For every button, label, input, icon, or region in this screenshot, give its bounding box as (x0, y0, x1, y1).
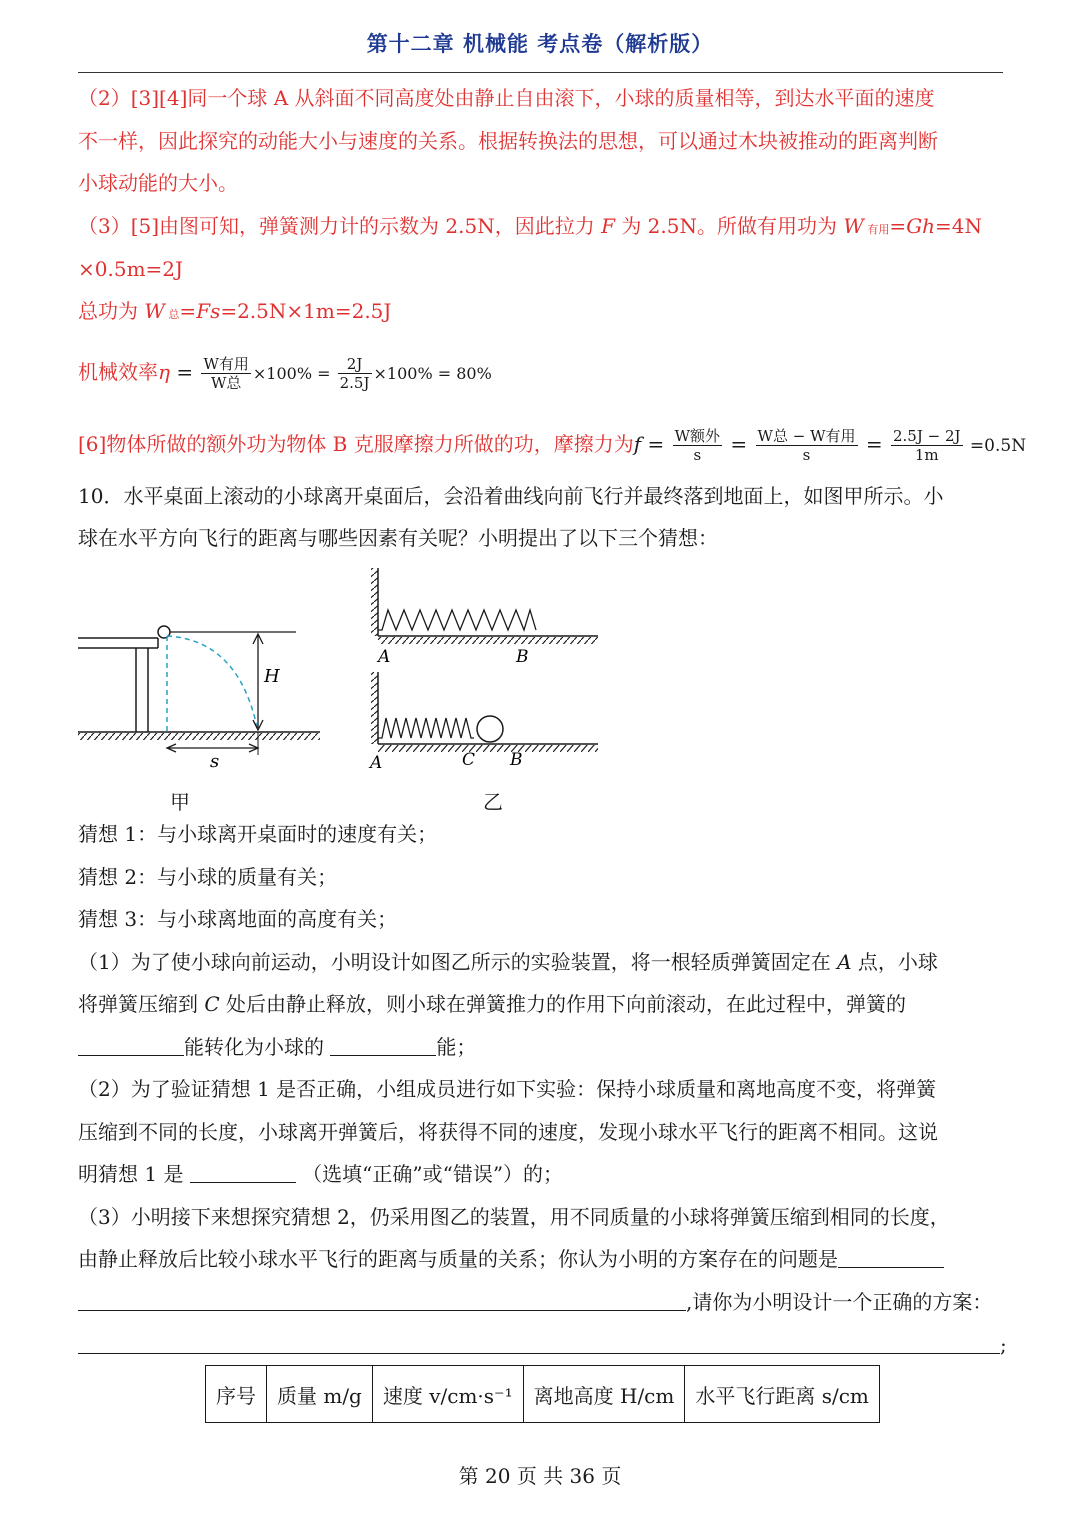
answer-blank-1[interactable] (78, 1033, 184, 1056)
subq-1-line3: 能转化为小球的 能； (78, 1033, 476, 1061)
label-C: C (462, 750, 476, 770)
subq-3-line3: ,请你为小明设计一个正确的方案： (78, 1288, 992, 1316)
table-header-cell: 水平飞行距离 s/cm (685, 1366, 880, 1423)
answer-blank-4[interactable] (838, 1245, 944, 1268)
label-s: s (210, 751, 220, 772)
table-header-row (206, 1366, 880, 1423)
answer-blank-2[interactable] (330, 1033, 436, 1056)
label-H: H (264, 666, 280, 687)
subq-1-line1: （1）为了使小球向前运动，小明设计如图乙所示的实验装置，将一根轻质弹簧固定在 A 点，小球 (78, 950, 938, 974)
solution-efficiency: 机械效率η = $\frac{\text{W有用}}{\text{W总}}$ ×100% = $\frac{2J}{2.5J}$ ×100% = 80% (78, 355, 492, 392)
label-A-bottom: A (370, 753, 383, 773)
subq-2-line2: 压缩到不同的长度，小球离开弹簧后，将获得不同的速度，发现小球水平飞行的距离不相同。这说 (78, 1120, 938, 1144)
subq-2-line3: 明猜想 1 是 （选填“正确”或“错误”）的； (78, 1162, 564, 1186)
solution-p3-line1: （3）[5]由图可知，弹簧测力计的示数为 2.5N，因此拉力 F 为 2.5N。所做有用功为 W 有用=Gh=4N (78, 214, 983, 238)
figure-jia-caption: 甲 (170, 790, 190, 814)
subq-3-line4: ; (78, 1331, 1007, 1359)
figure-yi-bottom (371, 672, 598, 752)
guess-1: 猜想 1：与小球离开桌面时的速度有关； (78, 822, 438, 846)
figure-jia (78, 626, 320, 755)
experiment-figure (70, 560, 630, 810)
table-header-cell: 速度 v/cm·s⁻¹ (372, 1366, 523, 1423)
table-header-cell: 质量 m/g (267, 1366, 373, 1423)
question-10-line1: 10．水平桌面上滚动的小球离开桌面后，会沿着曲线向前飞行并最终落到地面上，如图甲所示。小 (78, 484, 944, 508)
solution-p3-line2: ×0.5m=2J (78, 257, 184, 281)
solution-p2-line3: 小球动能的大小。 (78, 171, 238, 195)
figure-yi-caption: 乙 (483, 790, 503, 814)
figure-yi-top (371, 568, 598, 644)
solution-p2-line1: （2）[3][4]同一个球 A 从斜面不同高度处由静止自由滚下，小球的质量相等，到达水平面的速度 (78, 86, 935, 110)
table-header-cell: 离地高度 H/cm (523, 1366, 685, 1423)
answer-blank-3[interactable] (190, 1160, 296, 1183)
subq-1-line2: 将弹簧压缩到 C 处后由静止释放，则小球在弹簧推力的作用下向前滚动，在此过程中，弹簧的 (78, 992, 907, 1016)
table-header-cell: 序号 (206, 1366, 267, 1423)
question-10-line2: 球在水平方向飞行的距离与哪些因素有关呢？小明提出了以下三个猜想： (78, 526, 718, 550)
label-A-top: A (378, 647, 391, 667)
guess-3: 猜想 3：与小球离地面的高度有关； (78, 907, 398, 931)
subq-3-line2: 由静止释放后比较小球水平飞行的距离与质量的关系；你认为小明的方案存在的问题是 (78, 1245, 944, 1273)
page-footer: 第 20 页 共 36 页 (458, 1464, 622, 1488)
page-header: 第十二章 机械能 考点卷（解析版） (366, 32, 714, 56)
label-B-top: B (516, 647, 529, 667)
label-B-bottom: B (510, 750, 523, 770)
solution-total-work: 总功为 W 总=Fs=2.5N×1m=2.5J (78, 299, 392, 323)
solution-friction: [6]物体所做的额外功为物体 B 克服摩擦力所做的功，摩擦力为f = $\frac{\text{W额外}}{s}$ = $\frac{\text{W总 − W有用}}{s}$ = $\frac{2.5J - 2J}{1m}$ =0.5N (78, 427, 1027, 464)
answer-blank-5[interactable] (78, 1288, 686, 1311)
header-divider (78, 72, 1003, 73)
guess-2: 猜想 2：与小球的质量有关； (78, 865, 338, 889)
subq-2-line1: （2）为了验证猜想 1 是否正确，小组成员进行如下实验：保持小球质量和离地高度不变，将弹簧 (78, 1077, 937, 1101)
data-table (205, 1365, 880, 1423)
answer-blank-6[interactable] (78, 1331, 1000, 1354)
subq-3-line1: （3）小明接下来想探究猜想 2，仍采用图乙的装置，用不同质量的小球将弹簧压缩到相同的长度， (78, 1205, 950, 1229)
solution-p2-line2: 不一样，因此探究的动能大小与速度的关系。根据转换法的思想，可以通过木块被推动的距离判断 (78, 129, 938, 153)
